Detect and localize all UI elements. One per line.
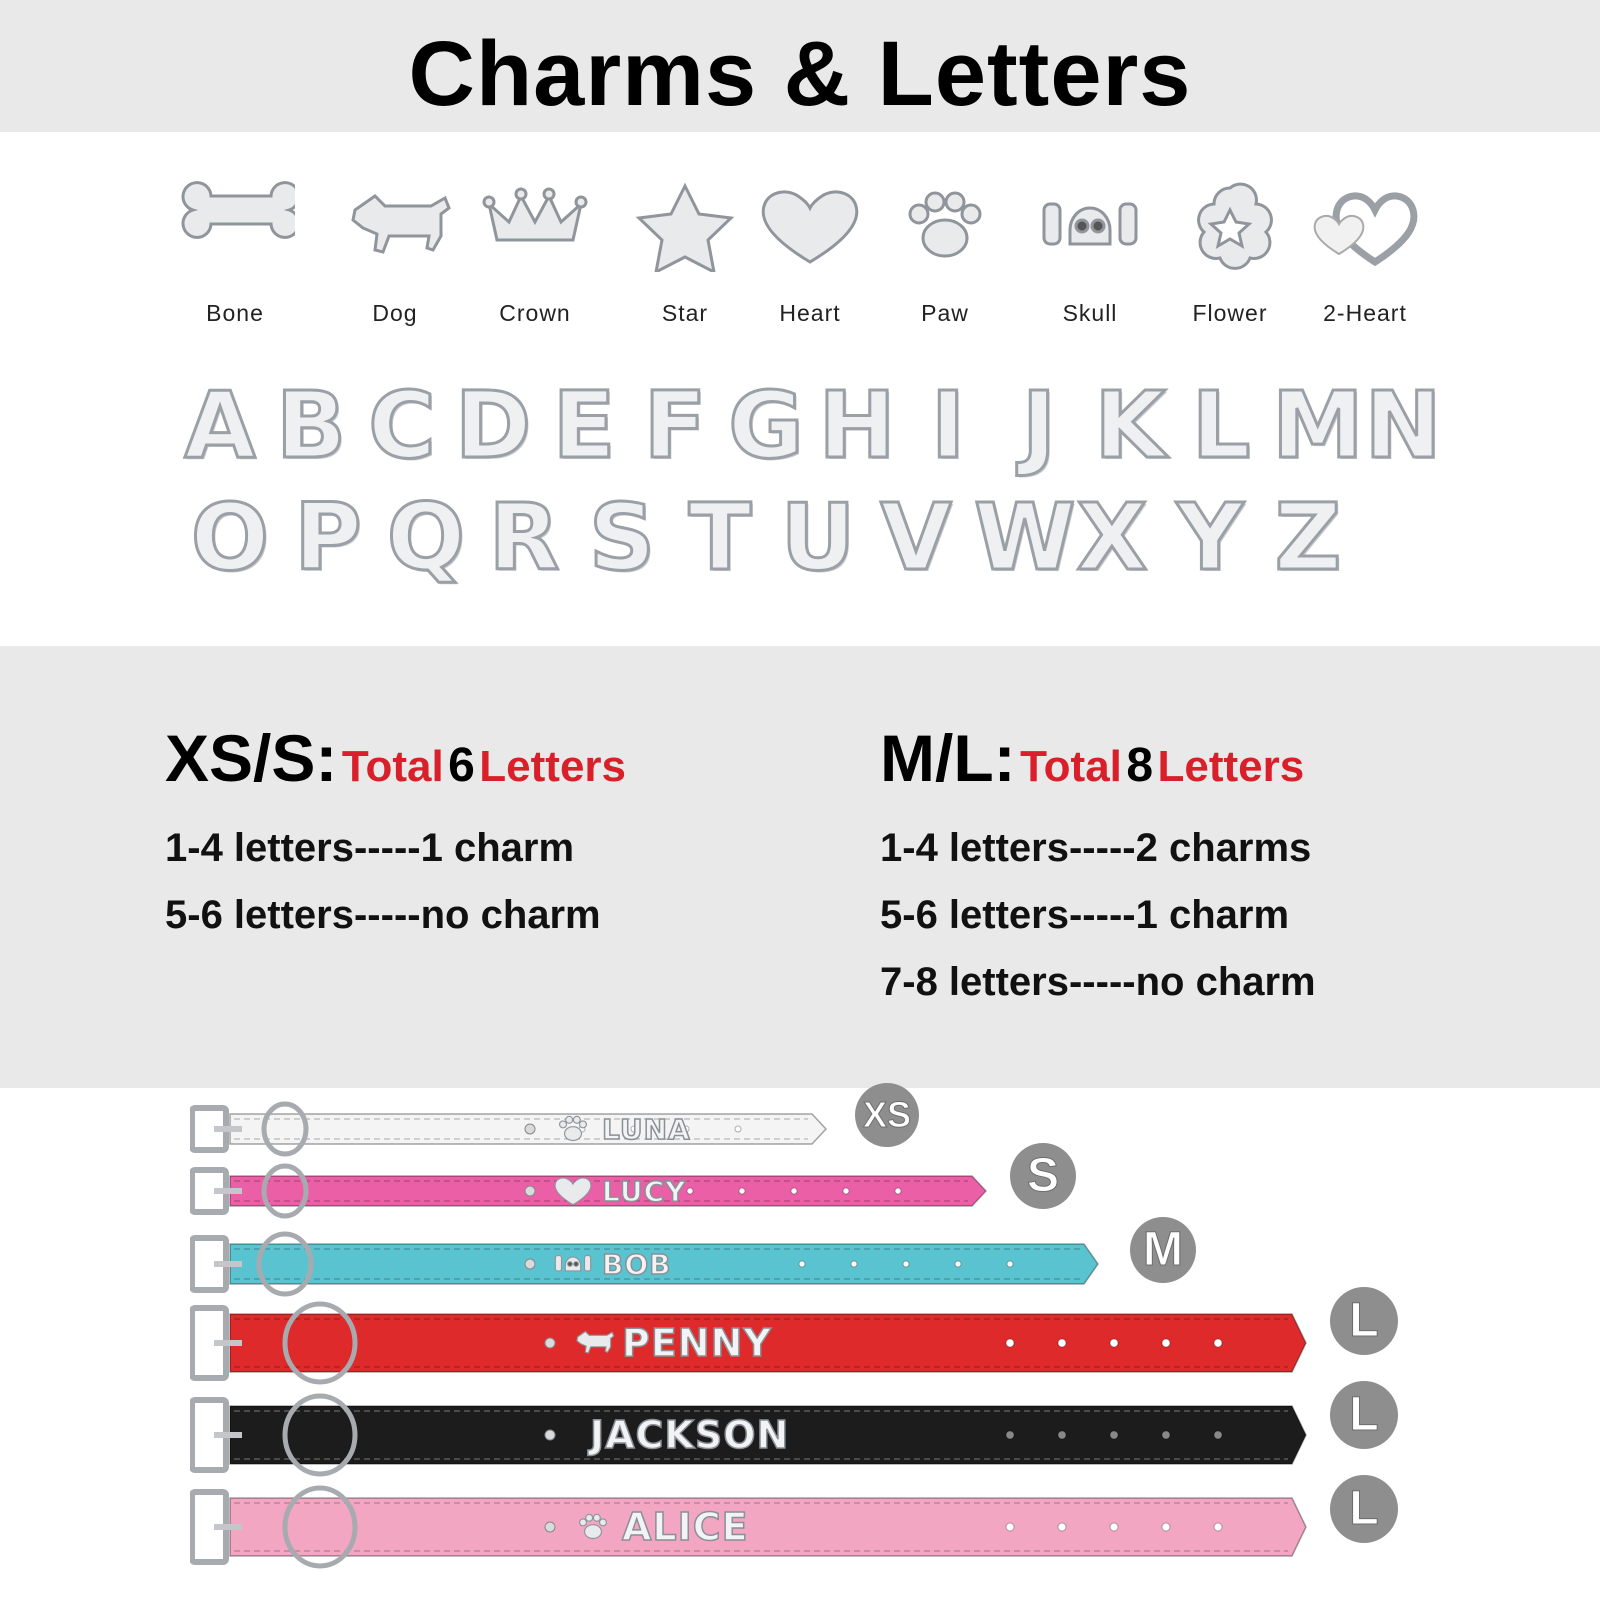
charm-label: Dog — [372, 300, 418, 326]
charm-label: 2-Heart — [1323, 300, 1407, 326]
letter-w: W — [974, 484, 1076, 591]
total-word: Total — [341, 742, 444, 791]
letter-j: J — [1021, 372, 1057, 479]
letter-count: 8 — [1126, 739, 1154, 792]
collar-charm — [550, 1246, 596, 1287]
rule-line: 7-8 letters-----no charm — [880, 960, 1316, 1004]
paw-icon — [885, 180, 1005, 272]
size-badge: L — [1330, 1381, 1398, 1449]
charm-dog — [320, 180, 470, 340]
size-badge: M — [1130, 1217, 1196, 1283]
letter-y: Y — [1176, 484, 1244, 591]
letter-f: F — [643, 372, 707, 479]
letter-z: Z — [1274, 484, 1342, 591]
size-badge: XS — [855, 1083, 919, 1147]
letter-q: Q — [386, 484, 466, 591]
letter-i: I — [930, 372, 966, 479]
collar-charm — [570, 1325, 616, 1366]
bone-icon — [175, 180, 295, 272]
double-heart-icon — [1305, 180, 1425, 272]
page-title: Charms & Letters — [408, 23, 1192, 125]
letter-k: K — [1094, 372, 1166, 479]
letters-word: Letters — [1157, 742, 1305, 791]
charm-label: Star — [661, 300, 709, 326]
collar-alice — [190, 1485, 1310, 1569]
collar-charm — [550, 1173, 596, 1214]
rule-line: 5-6 letters-----1 charm — [880, 893, 1290, 937]
collar-luna — [190, 1101, 830, 1157]
charm-flower — [1155, 180, 1305, 340]
charm-label: Paw — [921, 300, 969, 326]
size-badge: L — [1330, 1287, 1398, 1355]
total-word: Total — [1020, 742, 1122, 791]
charm-label: Crown — [499, 300, 571, 326]
letter-m: M — [1272, 372, 1364, 479]
letter-x: X — [1076, 484, 1148, 591]
collar-examples — [0, 1095, 1600, 1575]
size-label: M/L: — [880, 721, 1016, 795]
letter-v: V — [880, 484, 952, 591]
charm-label: Bone — [206, 300, 264, 326]
collar-name: BOB — [602, 1248, 672, 1281]
skull-icon — [1030, 180, 1150, 272]
paw-icon — [570, 1509, 616, 1545]
charm-bone — [160, 180, 310, 340]
paw-icon — [550, 1111, 596, 1147]
letter-d: D — [454, 372, 532, 479]
letter-h: H — [818, 372, 896, 479]
dog-icon — [570, 1325, 616, 1361]
star-icon — [625, 180, 745, 272]
size-badge: S — [1010, 1143, 1076, 1209]
letter-l: L — [1191, 372, 1251, 479]
charm-label: Skull — [1062, 300, 1118, 326]
collar-name: LUNA — [602, 1113, 691, 1146]
letter-n: N — [1364, 372, 1442, 479]
charm-paw — [870, 180, 1020, 340]
rule-line: 5-6 letters-----no charm — [165, 893, 601, 937]
rule-line: 1-4 letters-----1 charm — [165, 826, 575, 870]
collar-name: JACKSON — [590, 1413, 790, 1457]
rules-xs-s-heading — [165, 720, 626, 796]
letter-p: P — [294, 484, 362, 591]
letter-o: O — [190, 484, 270, 591]
size-badge: L — [1330, 1475, 1398, 1543]
letter-s: S — [588, 484, 656, 591]
letter-r: R — [488, 484, 560, 591]
letters-word: Letters — [479, 742, 627, 791]
crown-icon — [475, 180, 595, 272]
collar-charm — [570, 1509, 616, 1550]
letter-b: B — [275, 372, 347, 479]
rules-xs-s — [165, 720, 626, 938]
letter-g: G — [728, 372, 804, 479]
heart-icon — [550, 1173, 596, 1209]
charm-heart — [735, 180, 885, 340]
collar-charm — [550, 1111, 596, 1152]
charm-skull — [1015, 180, 1165, 340]
rules-m-l — [880, 720, 1316, 1005]
dog-icon — [335, 180, 455, 272]
charm-crown — [460, 180, 610, 340]
letter-c: C — [368, 372, 436, 479]
flower-icon — [1170, 180, 1290, 272]
charms-row — [160, 180, 1450, 340]
charm-2-heart — [1290, 180, 1440, 340]
letters-row-1 — [180, 372, 1442, 479]
rule-line: 1-4 letters-----2 charms — [880, 826, 1312, 870]
charm-label: Heart — [779, 300, 841, 326]
heart-icon — [750, 180, 870, 272]
letter-a: A — [184, 372, 256, 479]
letter-t: T — [688, 484, 752, 591]
collar-name: ALICE — [622, 1505, 749, 1549]
letter-count: 6 — [448, 739, 475, 792]
letter-u: U — [780, 484, 856, 591]
charm-label: Flower — [1192, 300, 1268, 326]
letters-row-2 — [180, 484, 1430, 591]
size-label: XS/S: — [165, 721, 338, 795]
collar-name: LUCY — [602, 1175, 687, 1208]
skull-icon — [550, 1246, 596, 1282]
rules-m-l-heading — [880, 720, 1316, 796]
letter-e: E — [552, 372, 616, 479]
collar-name: PENNY — [622, 1321, 772, 1365]
